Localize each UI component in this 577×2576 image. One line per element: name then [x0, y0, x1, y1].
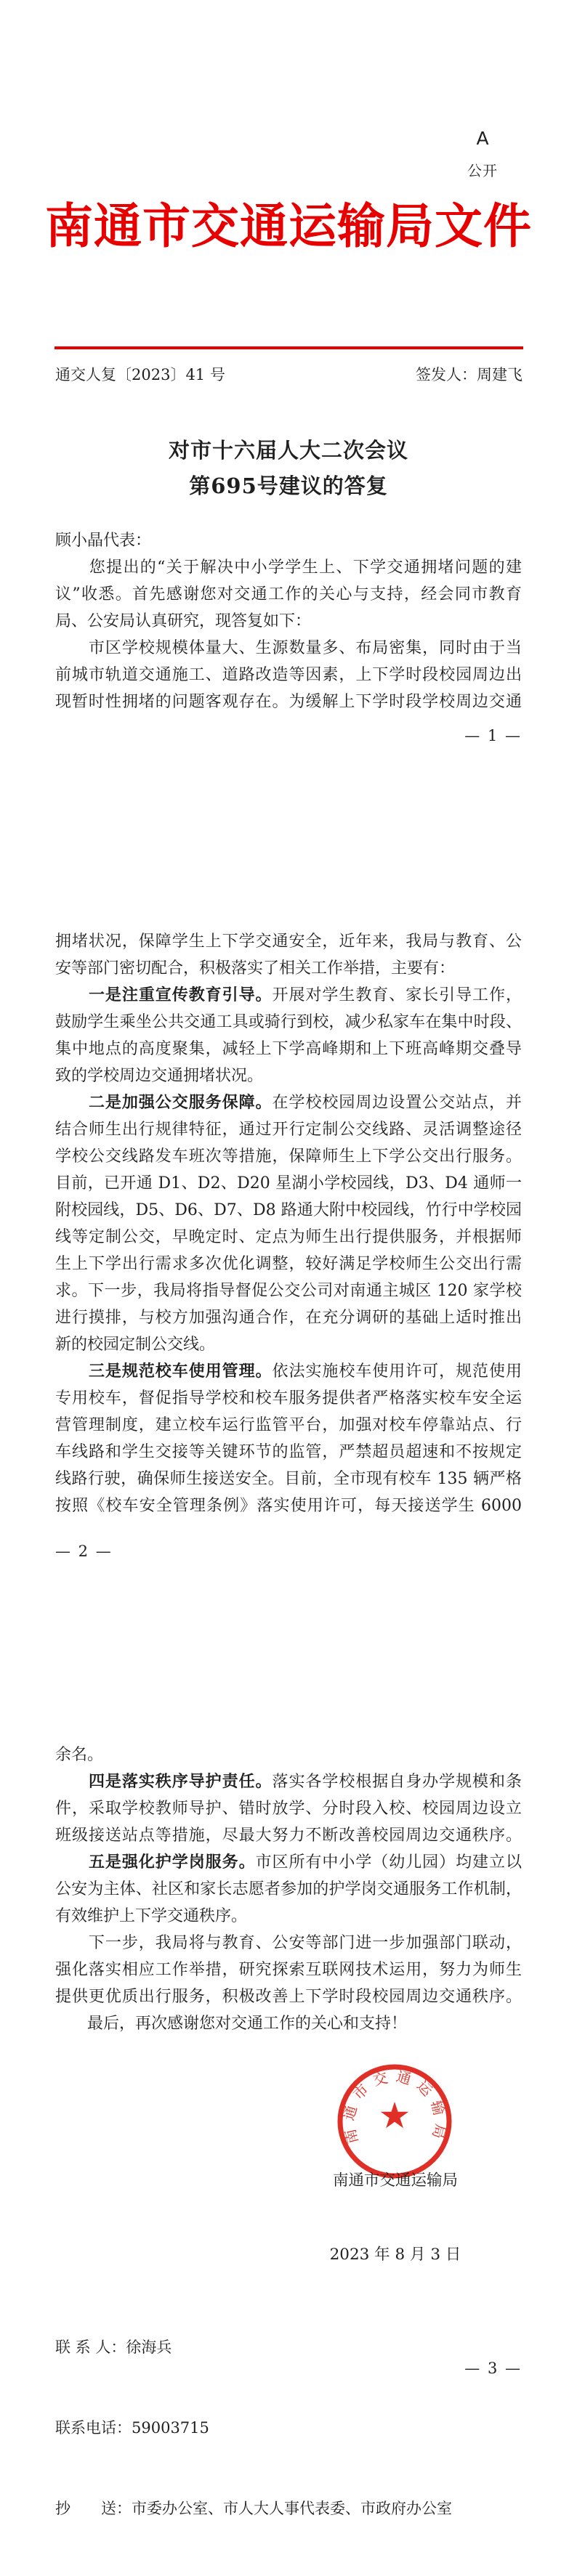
body-line: 拥堵状况，保障学生上下学交通安全，近年来，我局与教育、公: [55, 933, 522, 951]
document-title: [0, 433, 577, 504]
body-line: 学校公交线路发车班次等措施，保障师生上下学公交出行服务。: [55, 1147, 522, 1166]
body-line: 生上下学出行需求多次优化调整，较好满足学校师生公交出行需: [55, 1255, 522, 1273]
body-line: 车线路和学生交接等关键环节的监管，严禁超员超速和不按规定: [55, 1443, 522, 1461]
body-line: 进行摸排，与校方加强沟通合作，在充分调研的基础上适时推出: [55, 1309, 522, 1327]
contact-person-label: 联 系 人：: [55, 2339, 126, 2356]
body-line: 最后，再次感谢您对交通工作的关心和支持！: [55, 2015, 408, 2033]
cc-row: [55, 2495, 452, 2522]
issuer-label: 签发人：: [416, 366, 477, 383]
body-line: 四是落实秩序导护责任。落实各学校根据自身办学规模和条: [88, 1772, 522, 1791]
seal-star-icon: ★: [378, 2094, 411, 2137]
body-line: 线等定制公交，早晚定时、定点为师生出行提供服务，并根据师: [55, 1228, 522, 1246]
page-2-body: [55, 928, 522, 1519]
contact-person-value: 徐海兵: [126, 2339, 172, 2356]
signature-org: 南通市交通运输局: [332, 2171, 458, 2190]
red-separator-line: [55, 346, 523, 349]
classification-block: [461, 128, 504, 180]
body-line: 五是强化护学岗服务。市区所有中小学（幼儿园）均建立以: [88, 1853, 522, 1872]
public-disclosure-mark: 公开: [467, 162, 498, 179]
contact-person-row: [55, 2334, 452, 2361]
document-title-line2: 第695号建议的答复: [189, 474, 388, 498]
body-line: 局、公安局认真研究，现答复如下：: [55, 612, 312, 630]
body-line: 市区学校规模体量大、生源数量多、布局密集，同时由于当: [55, 639, 522, 657]
document-number: 通交人复〔2023〕41 号: [55, 366, 225, 383]
seal-arc-text: 南通市交通运输局: [339, 2067, 450, 2148]
body-line: 有效维护上下学交通秩序。: [55, 1907, 248, 1925]
body-line: 您提出的“关于解决中小学学生上、下学交通拥堵问题的建: [55, 558, 522, 577]
cc-value: 市委办公室、市人大人事代表委、市政府办公室: [132, 2500, 452, 2517]
signature-block: [308, 2119, 483, 2317]
body-line: 强化落实相应工作举措，研究探索互联网技术运用，努力为师生: [55, 1961, 522, 1979]
body-line: 集中地点的高度聚集，减轻上下学高峰期和上下班高峰期交叠导: [55, 1040, 522, 1058]
signature-date: 2023 年 8 月 3 日: [329, 2246, 461, 2264]
body-line: 致的学校周边交通拥堵状况。: [55, 1067, 264, 1085]
body-line: 前城市轨道交通施工、道路改造等因素，上下学时段校园周边出: [55, 666, 522, 684]
body-line: 现暂时性拥堵的问题客观存在。为缓解上下学时段学校周边交通: [55, 693, 522, 711]
page-number-1: — 1 —: [464, 727, 522, 744]
contact-phone-label: 联系电话：: [55, 2419, 132, 2437]
body-line: 余名。: [55, 1746, 104, 1764]
body-line: 求。下一步，我局将指导督促公交公司对南通主城区 120 家学校: [55, 1282, 522, 1300]
body-line: 下一步，我局将与教育、公安等部门进一步加强部门联动，: [55, 1934, 522, 1952]
body-line: 新的校园定制公交线。: [55, 1336, 216, 1354]
body-line: 顾小晶代表：: [55, 532, 152, 550]
page-number-2: — 2 —: [55, 1543, 113, 1560]
body-line: 按照《校车安全管理条例》落实使用许可，每天接送学生 6000: [55, 1497, 522, 1515]
body-line: 议”收悉。首先感谢您对交通工作的关心与支持，经会同市教育: [55, 585, 522, 604]
issuer: [416, 363, 522, 385]
body-line: 提供更优质出行服务，积极改善上下学时段校园周边交通秩序。: [55, 1988, 522, 2006]
body-line: 班级接送站点等措施，尽最大努力不断改善校园周边交通秩序。: [55, 1827, 522, 1845]
document-title-line1: 对市十六届人大二次会议: [168, 438, 408, 463]
contact-phone-row: [55, 2415, 452, 2442]
body-line: 目前，已开通 D1、D2、D20 星湖小学校园线，D3、D4 通师一: [55, 1174, 522, 1192]
body-line: 件，采取学校教师导护、错时放学、分时段入校、校园周边设立: [55, 1800, 522, 1818]
body-line: 安等部门密切配合，积极落实了相关工作举措，主要有：: [55, 959, 456, 978]
body-line: 结合师生出行规律特征，通过开行定制公交线路、灵活调整途径: [55, 1121, 522, 1139]
body-line: 一是注重宣传教育引导。开展对学生教育、家长引导工作，: [88, 986, 522, 1004]
body-line: 公安为主体、社区和家长志愿者参加的护学岗交通服务工作机制，: [55, 1880, 522, 1898]
issuer-name: 周建飞: [477, 366, 522, 383]
body-line: 鼓励学生乘坐公共交通工具或骑行到校，减少私家车在集中时段、: [55, 1013, 522, 1031]
body-line: 附校园线，D5、D6、D7、D8 路通大附中校园线，竹行中学校园: [55, 1201, 522, 1219]
body-line: 专用校车，督促指导学校和校车服务提供者严格落实校车安全运: [55, 1389, 522, 1407]
contact-phone-value: 59003715: [132, 2419, 209, 2437]
page-3-body: [55, 1742, 522, 2037]
page-1-body: [55, 527, 522, 715]
reference-row: [55, 363, 522, 385]
page-number-3: — 3 —: [464, 2360, 522, 2377]
cc-label: 抄 送：: [55, 2500, 132, 2517]
document-masthead: 南通市交通运输局文件: [45, 198, 532, 254]
body-line: 二是加强公交服务保障。在学校校园周边设置公交站点，并: [88, 1093, 522, 1112]
body-line: 三是规范校车使用管理。依法实施校车使用许可，规范使用: [88, 1362, 522, 1381]
body-line: 线路行驶，确保师生接送安全。目前，全市现有校车 135 辆严格: [55, 1470, 522, 1488]
footer-block: [55, 2280, 452, 2576]
body-line: 营管理制度，建立校车运行监管平台，加强对校车停靠站点、行: [55, 1416, 522, 1434]
grade-mark: A: [476, 128, 489, 149]
